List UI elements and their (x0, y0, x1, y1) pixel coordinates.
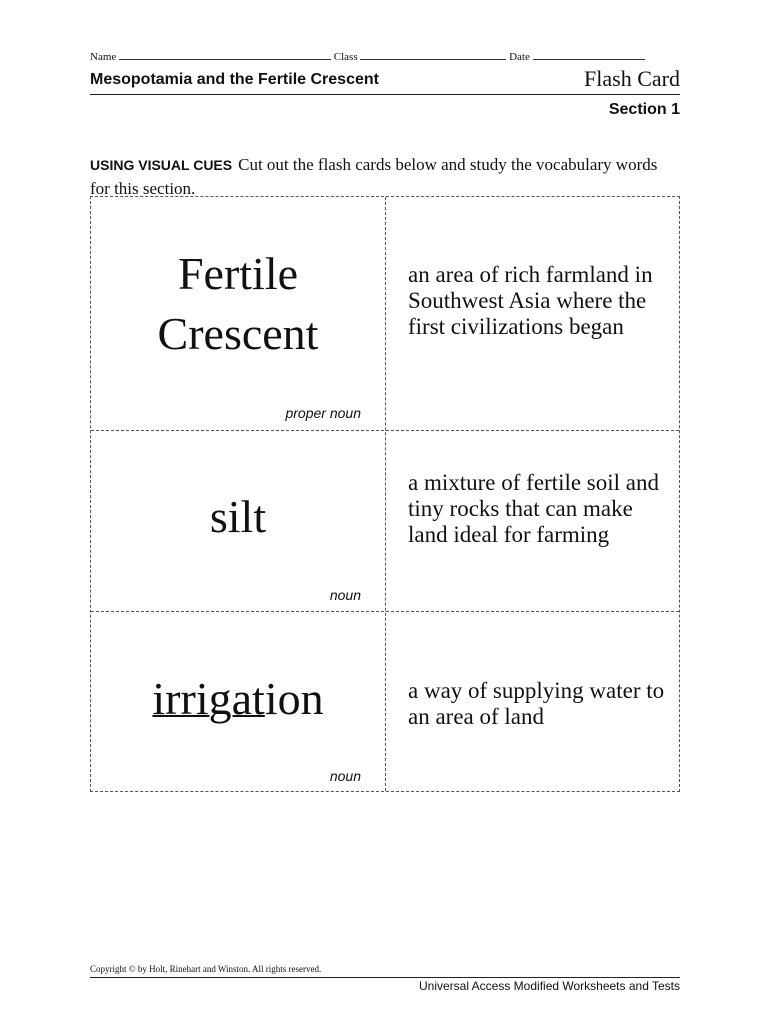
definition: an area of rich farmland in Southwest Asia where the first civilizations began (408, 262, 653, 339)
date-blank[interactable] (533, 50, 645, 60)
date-label: Date (509, 51, 530, 63)
section-label: Section 1 (608, 101, 680, 118)
book-title: Universal Access Modified Worksheets and Tests (418, 979, 680, 993)
worksheet-title: Mesopotamia and the Fertile Crescent (90, 71, 379, 88)
instructions (90, 153, 670, 200)
cut-line-horizontal-2 (91, 611, 679, 612)
instructions-text: Cut out the flash cards below and study the vocabulary words for this section. (90, 155, 658, 198)
term-line-2: Crescent (157, 308, 319, 359)
term-rest: ion (264, 673, 324, 724)
footer-rule (90, 977, 680, 978)
name-class-date-row (90, 50, 680, 63)
part-of-speech: noun (329, 768, 361, 784)
term-fertile-crescent (91, 244, 385, 364)
definition: a way of supplying water to an area of land (408, 678, 665, 729)
instructions-lead: USING VISUAL CUES (90, 157, 233, 173)
class-label: Class (333, 51, 358, 63)
term-underlined-part: irrigat (152, 673, 265, 724)
class-blank[interactable] (360, 50, 506, 60)
name-blank[interactable] (119, 50, 331, 60)
name-label: Name (90, 51, 117, 63)
cut-line-horizontal-1 (91, 430, 679, 431)
term-irrigation (91, 669, 385, 729)
part-of-speech: noun (329, 587, 361, 603)
term-line-1: Fertile (177, 248, 299, 299)
cut-line-vertical (385, 197, 386, 791)
doc-type-label: Flash Card (584, 66, 680, 91)
copyright: Copyright © by Holt, Rinehart and Winston. All rights reserved. (90, 964, 322, 974)
part-of-speech: proper noun (285, 405, 361, 421)
title-row (90, 66, 680, 95)
term-silt: silt (209, 491, 267, 542)
flash-card-grid (90, 196, 680, 792)
definition: a mixture of fertile soil and tiny rocks that can make land ideal for farming (408, 470, 660, 547)
